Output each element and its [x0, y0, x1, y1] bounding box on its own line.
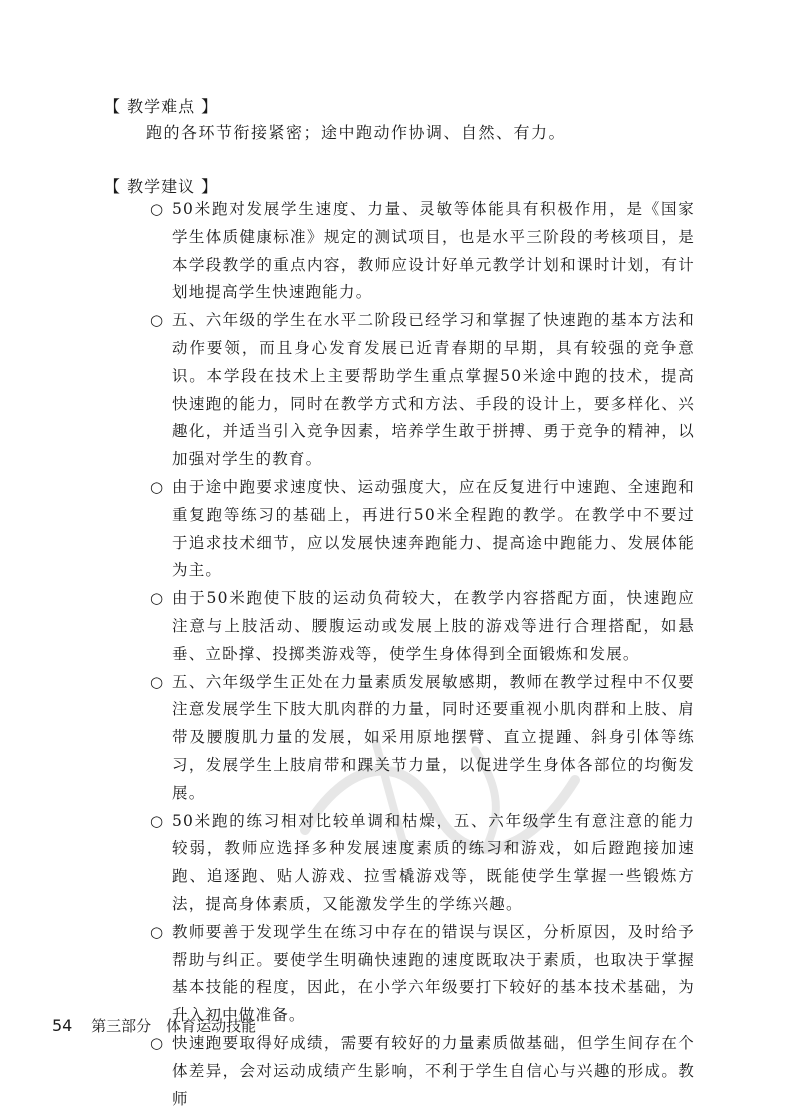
suggestion-item [150, 919, 695, 1030]
suggestion-item [150, 585, 695, 668]
page-number: 54 [52, 1016, 73, 1035]
suggestion-text: 五、六年级的学生在水平二阶段已经学习和掌握了快速跑的基本方法和动作要领，而且身心发育发展已近青春期的早期，具有较强的竞争意识。本学段在技术上主要帮助学生重点掌握50米途中跑的技术，提高快速跑的能力，同时在教学方式和方法、手段的设计上，要多样化、兴趣化，并适当引入竞争因素，培养学生敢于拼搏、勇于竞争的精神，以加强对学生的教育。 [172, 311, 695, 469]
suggestion-item [150, 196, 695, 307]
suggestion-item [150, 669, 695, 808]
suggestion-item [150, 1030, 695, 1113]
circle-bullet-icon: ○ [150, 672, 165, 691]
circle-bullet-icon: ○ [150, 589, 165, 608]
suggestion-item [150, 808, 695, 919]
page-footer [52, 1016, 256, 1036]
suggestion-text: 由于途中跑要求速度快、运动强度大，应在反复进行中速跑、全速跑和重复跑等练习的基础上，再进行50米全程跑的教学。在教学中不要过于追求技术细节，应以发展快速奔跑能力、提高途中跑能力、发展体能为主。 [172, 477, 695, 580]
suggestion-item [150, 307, 695, 474]
suggestion-text: 五、六年级学生正处在力量素质发展敏感期，教师在教学过程中不仅要注意发展学生下肢大肌肉群的力量，同时还要重视小肌肉群和上肢、肩带及腰腹肌力量的发展，如采用原地摆臂、直立提踵、斜身引体等练习，发展学生上肢肩带和踝关节力量，以促进学生身体各部位的均衡发展。 [172, 672, 695, 802]
suggestion-text: 50米跑对发展学生速度、力量、灵敏等体能具有积极作用，是《国家学生体质健康标准》规定的测试项目，也是水平三阶段的考核项目，是本学段教学的重点内容，教师应设计好单元教学计划和课时计划，有计划地提高学生快速跑能力。 [172, 200, 695, 302]
suggestion-text: 由于50米跑使下肢的运动负荷较大，在教学内容搭配方面，快速跑应注意与上肢活动、腰腹运动或发展上肢的游戏等进行合理搭配，如悬垂、立卧撑、投掷类游戏等，使学生身体得到全面锻炼和发展。 [172, 589, 695, 663]
circle-bullet-icon: ○ [150, 1033, 165, 1052]
circle-bullet-icon: ○ [150, 811, 165, 830]
teaching-difficulty-text: 跑的各环节衔接紧密；途中跑动作协调、自然、有力。 [146, 123, 567, 142]
circle-bullet-icon: ○ [150, 477, 165, 496]
circle-bullet-icon: ○ [150, 922, 165, 941]
circle-bullet-icon: ○ [150, 200, 165, 218]
suggestion-text: 50米跑的练习相对比较单调和枯燥，五、六年级学生有意注意的能力较弱，教师应选择多种发展速度素质的练习和游戏，如后蹬跑接加速跑、追逐跑、贴人游戏、拉雪橇游戏等，既能使学生掌握一些锻炼方法，提高身体素质，又能激发学生的学练兴趣。 [172, 811, 695, 913]
suggestion-text: 教师要善于发现学生在练习中存在的错误与误区，分析原因，及时给予帮助与纠正。要使学生明确快速跑的速度既取决于素质，也取决于掌握基本技能的程度，因此，在小学六年级要打下较好的基本技术基础，为升入初中做准备。 [172, 922, 695, 1025]
teaching-suggestions-list [150, 196, 695, 1113]
suggestion-text: 快速跑要取得好成绩，需要有较好的力量素质做基础，但学生间存在个体差异，会对运动成绩产生影响，不利于学生自信心与兴趣的形成。教师 [172, 1033, 695, 1108]
teaching-suggestions-heading: 【 教学建议 】 [104, 177, 219, 196]
circle-bullet-icon: ○ [150, 311, 165, 330]
teaching-difficulty-heading: 【 教学难点 】 [104, 97, 219, 116]
suggestion-item [150, 474, 695, 585]
footer-section-title: 第三部分 体育运动技能 [91, 1017, 257, 1035]
